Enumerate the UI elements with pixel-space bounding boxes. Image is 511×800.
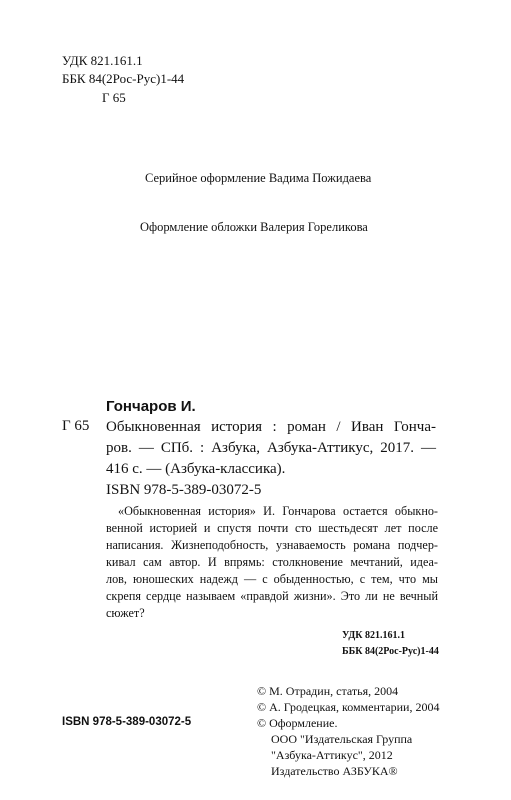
catalog-line-2: ров. — СПб. : Азбука, Азбука-Аттикус, 2017. — <box>106 440 436 456</box>
annotation-line-7: сюжет? <box>106 606 145 620</box>
copyright-design: © Оформление. <box>257 716 338 730</box>
catalog-author: Гончаров И. <box>106 398 196 415</box>
annotation-line-4: кивал сам автор. И впрямь: столкновение мечтаний, идеа- <box>106 555 438 569</box>
bottom-bbk-code: ББК 84(2Рос-Рус)1-44 <box>342 646 439 657</box>
annotation-line-2: венной историей и спустя почти сто шестьдесят лет после <box>106 521 438 535</box>
cover-design-credit: Оформление обложки Валерия Гореликова <box>140 220 368 234</box>
catalog-line-3: 416 с. — (Азбука-классика). <box>106 461 286 477</box>
copyright-publisher-3: Издательство АЗБУКА® <box>271 764 398 778</box>
catalog-line-1: Обыкновенная история : роман / Иван Гонча- <box>106 419 436 435</box>
copyright-article: © М. Отрадин, статья, 2004 <box>257 684 399 698</box>
annotation-line-6: скрепя сердце называем «правдой жизни». Это ли не вечный <box>106 589 438 603</box>
bottom-isbn: ISBN 978-5-389-03072-5 <box>62 716 192 728</box>
author-sign-code: Г 65 <box>102 90 126 105</box>
bbk-code: ББК 84(2Рос-Рус)1-44 <box>62 71 185 86</box>
udk-code: УДК 821.161.1 <box>62 53 143 68</box>
series-design-credit: Серийное оформление Вадима Пожидаева <box>145 171 372 185</box>
annotation-line-3: написания. Жизнеподобность, узнаваемость романа подчер- <box>106 538 438 552</box>
annotation-line-5: лов, юношеских надежд — с обыденностью, с тем, что мы <box>106 572 438 586</box>
annotation-line-1: «Обыкновенная история» И. Гончарова остается обыкно- <box>118 504 438 518</box>
catalog-code: Г 65 <box>62 418 90 434</box>
bottom-udk-code: УДК 821.161.1 <box>342 630 405 641</box>
catalog-isbn: ISBN 978-5-389-03072-5 <box>106 482 262 498</box>
copyright-publisher-1: ООО "Издательская Группа <box>271 732 413 746</box>
copyright-comments: © А. Гродецкая, комментарии, 2004 <box>257 700 440 714</box>
copyright-publisher-2: "Азбука-Аттикус", 2012 <box>271 748 393 762</box>
